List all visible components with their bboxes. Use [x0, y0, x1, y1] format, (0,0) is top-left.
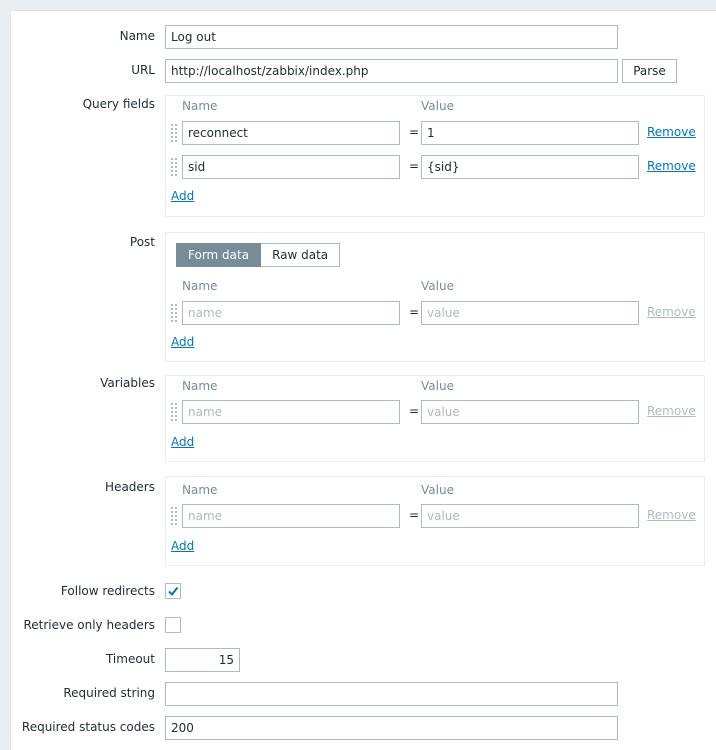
variables-add-link[interactable]: Add [171, 435, 195, 449]
post-add-link[interactable]: Add [171, 335, 195, 349]
url-input[interactable]: http://localhost/zabbix/index.php [165, 59, 618, 83]
tab-form-data[interactable]: Form data [176, 243, 261, 267]
drag-handle-icon[interactable] [171, 158, 177, 176]
checkmark-icon [166, 584, 180, 598]
remove-link[interactable]: Remove [647, 305, 696, 319]
post-name-input[interactable]: name [182, 301, 400, 325]
post-col-name: Name [182, 279, 218, 293]
headers-label: Headers [105, 480, 155, 494]
headers-col-value: Value [421, 483, 454, 497]
required-status-codes-label: Required status codes [21, 720, 155, 734]
post-col-value: Value [421, 279, 454, 293]
drag-handle-icon[interactable] [171, 124, 177, 142]
variables-name-input[interactable]: name [182, 400, 400, 424]
equals-sign: = [409, 404, 420, 418]
tab-raw-data[interactable]: Raw data [261, 243, 340, 267]
remove-link[interactable]: Remove [647, 508, 696, 522]
name-label: Name [119, 29, 155, 43]
variables-value-input[interactable]: value [421, 400, 639, 424]
post-label: Post [129, 235, 155, 249]
timeout-label: Timeout [105, 652, 155, 666]
follow-redirects-checkbox[interactable] [165, 583, 181, 599]
required-string-input[interactable] [165, 682, 618, 706]
query-value-input[interactable]: 1 [421, 121, 639, 145]
headers-col-name: Name [182, 483, 218, 497]
parse-button[interactable]: Parse [622, 59, 677, 83]
query-col-value: Value [421, 99, 454, 113]
query-value-input[interactable]: {sid} [421, 155, 639, 179]
equals-sign: = [409, 508, 420, 522]
drag-handle-icon[interactable] [171, 507, 177, 525]
equals-sign: = [409, 159, 420, 173]
retrieve-only-headers-checkbox[interactable] [165, 617, 181, 633]
headers-value-input[interactable]: value [421, 504, 639, 528]
remove-link[interactable]: Remove [647, 125, 696, 139]
required-string-label: Required string [63, 686, 155, 700]
drag-handle-icon[interactable] [171, 304, 177, 322]
post-type-tabs [176, 243, 340, 267]
query-add-link[interactable]: Add [171, 189, 195, 203]
variables-col-name: Name [182, 379, 218, 393]
query-fields-label: Query fields [82, 97, 155, 111]
variables-label: Variables [100, 376, 155, 390]
remove-link[interactable]: Remove [647, 159, 696, 173]
headers-add-link[interactable]: Add [171, 539, 195, 553]
query-col-name: Name [182, 99, 218, 113]
query-name-input[interactable]: sid [182, 155, 400, 179]
equals-sign: = [409, 305, 420, 319]
timeout-input[interactable]: 15 [165, 648, 240, 672]
name-input[interactable]: Log out [165, 25, 618, 49]
query-name-input[interactable]: reconnect [182, 121, 400, 145]
url-label: URL [131, 63, 155, 77]
drag-handle-icon[interactable] [171, 403, 177, 421]
equals-sign: = [409, 125, 420, 139]
variables-col-value: Value [421, 379, 454, 393]
retrieve-only-headers-label: Retrieve only headers [23, 618, 155, 632]
follow-redirects-label: Follow redirects [60, 584, 155, 598]
post-value-input[interactable]: value [421, 301, 639, 325]
required-status-codes-input[interactable]: 200 [165, 716, 618, 740]
headers-name-input[interactable]: name [182, 504, 400, 528]
remove-link[interactable]: Remove [647, 404, 696, 418]
